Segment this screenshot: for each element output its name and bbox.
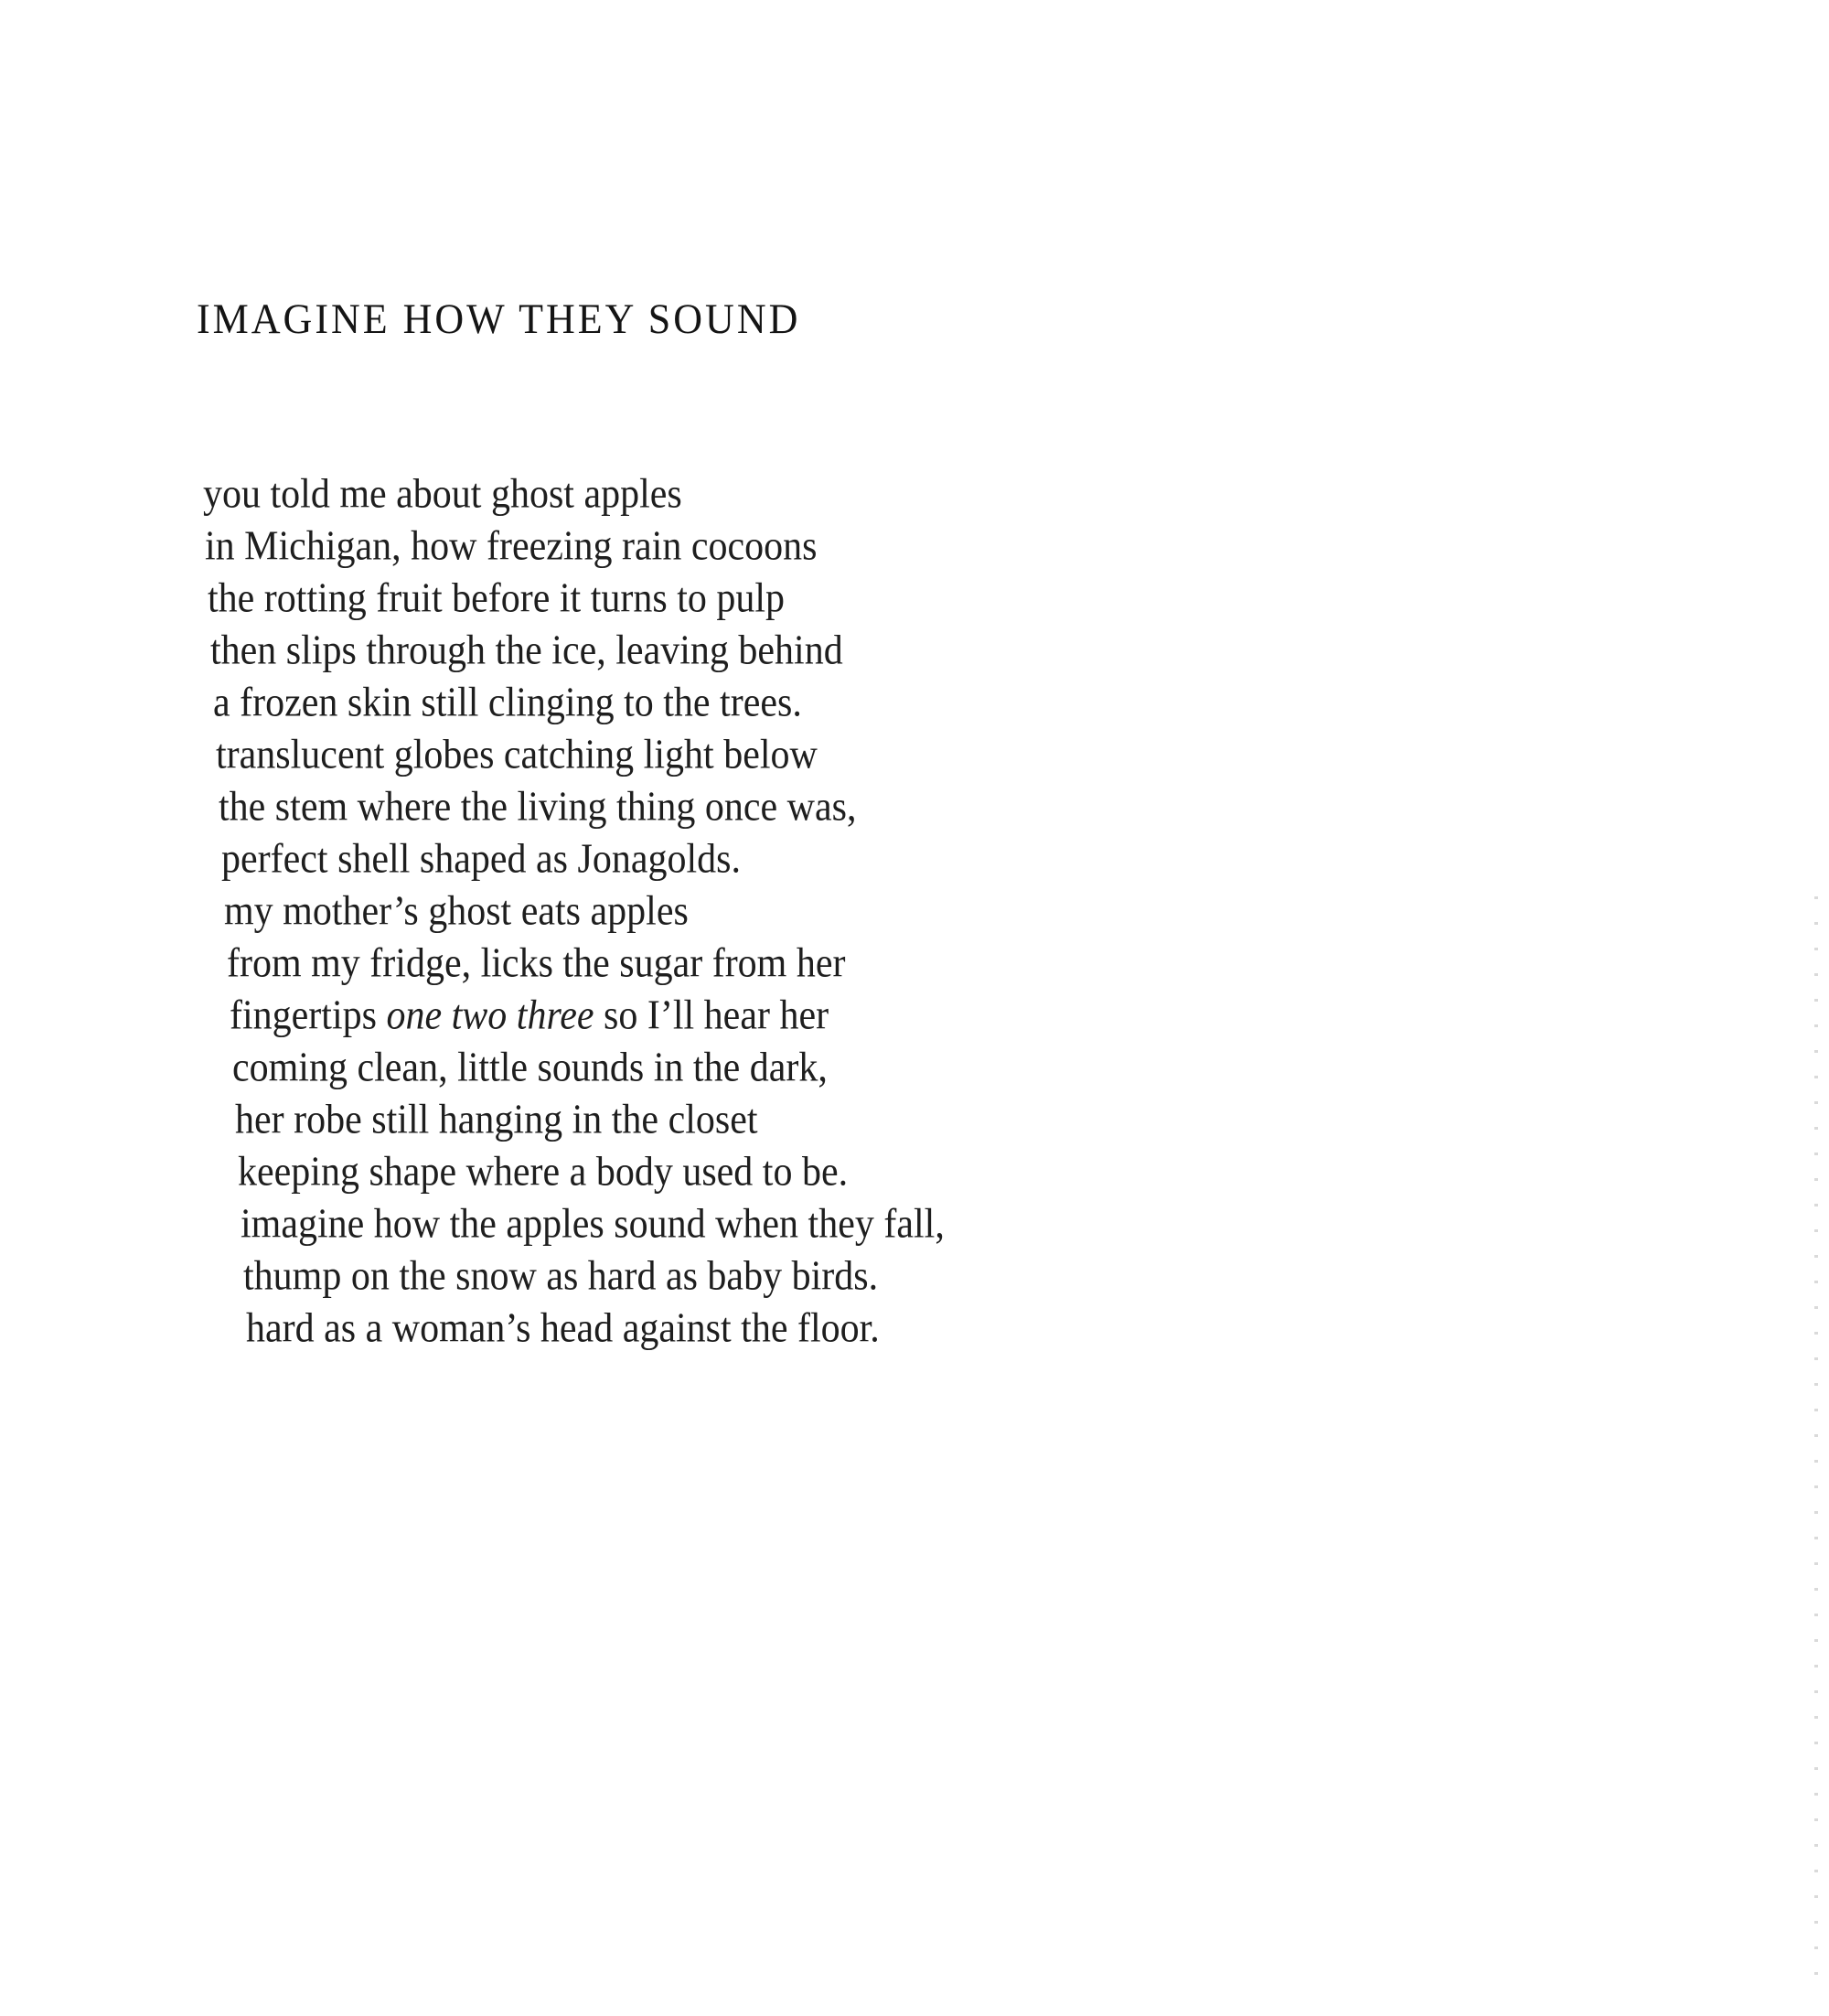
poem-line: translucent globes catching light below [216,732,818,778]
poem-line: keeping shape where a body used to be. [238,1149,849,1196]
poem-line [230,988,829,1045]
poem-line: hard as a woman’s head against the floor. [246,1305,880,1352]
poem-title: IMAGINE HOW THEY SOUND [197,295,801,343]
poem-line-text: fingertips [230,992,387,1039]
poem-line: the rotting fruit before it turns to pulp [208,575,786,622]
poem-line: thump on the snow as hard as baby birds. [243,1253,879,1300]
poem-line: her robe still hanging in the closet [235,1097,758,1143]
poem-line: a frozen skin still clinging to the trees. [213,680,802,726]
poem-line: imagine how the apples sound when they fall, [241,1201,945,1248]
poem-line: from my fridge, licks the sugar from her [227,940,846,987]
poem-line: the stem where the living thing once was, [219,784,857,831]
poem-line: my mother’s ghost eats apples [224,888,689,935]
poem-line: perfect shell shaped as Jonagolds. [221,836,742,883]
poem-line: you told me about ghost apples [203,471,682,518]
poem-line-text: so I’ll hear her [594,992,829,1039]
poem-line: then slips through the ice, leaving behind [210,627,843,674]
scan-artifact [1814,896,1818,1994]
poem-line: in Michigan, how freezing rain cocoons [205,523,818,570]
poem-line-italic: one two three [386,992,594,1039]
poem-line: coming clean, little sounds in the dark, [232,1045,828,1091]
